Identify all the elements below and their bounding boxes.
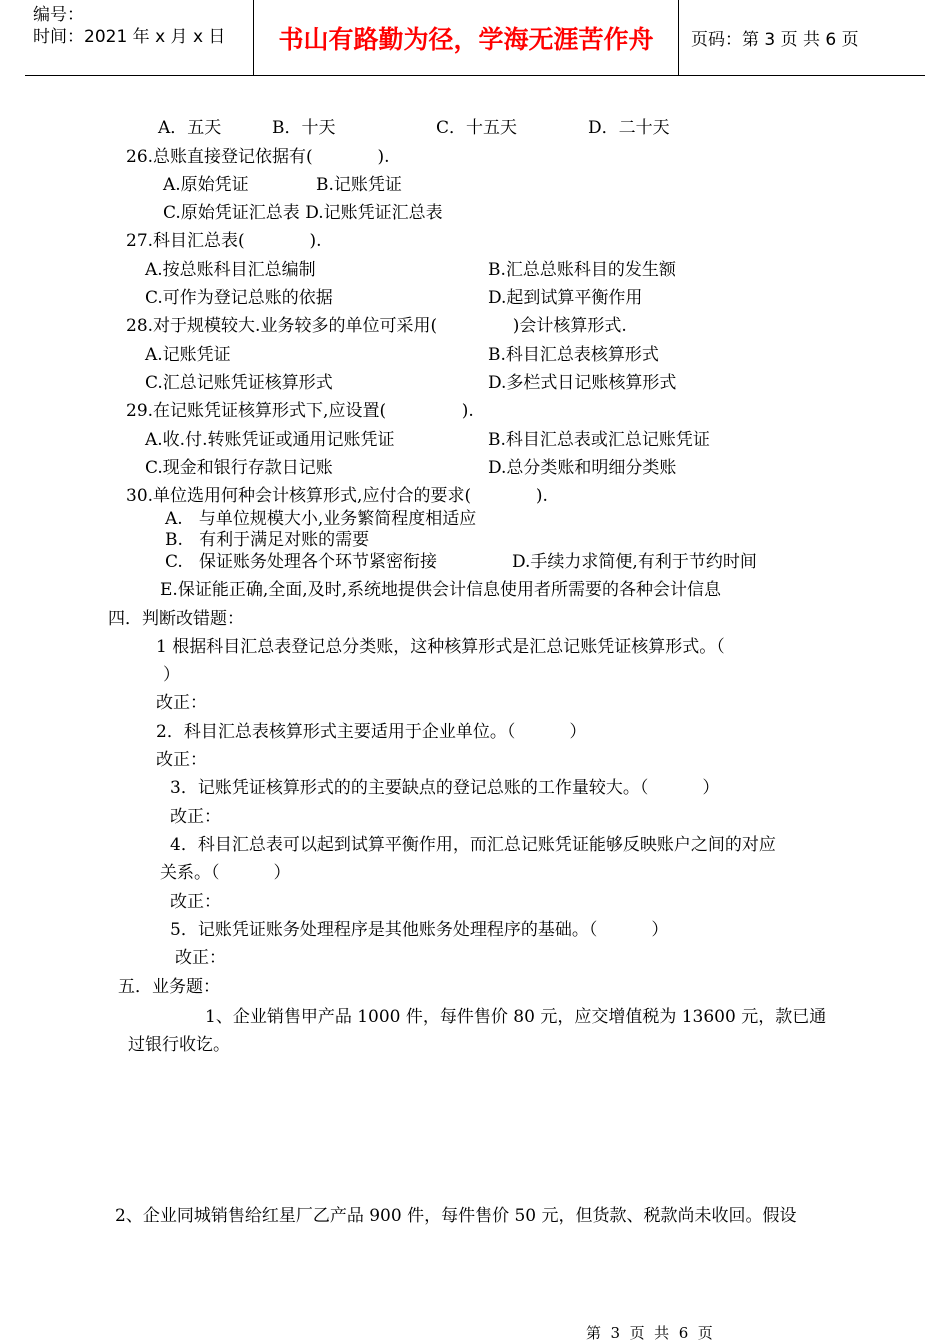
text-line: 26.总账直接登记依据有( ). — [126, 147, 390, 167]
text-line: C.汇总记账凭证核算形式 — [145, 373, 333, 393]
text-line: 关系。（ ） — [160, 863, 291, 883]
text-line: A. 与单位规模大小,业务繁简程度相适应 — [165, 509, 477, 529]
text-line: 27.科目汇总表( ). — [126, 231, 322, 251]
text-line: D.总分类账和明细分类账 — [488, 458, 677, 478]
text-line: D.多栏式日记账核算形式 — [488, 373, 677, 393]
motto: 书山有路勤为径，学海无涯苦作舟 — [278, 24, 654, 54]
text-line: 2、企业同城销售给红星厂乙产品 900 件，每件售价 50 元，但货款、税款尚未收回。假设 — [115, 1206, 797, 1226]
text-line: 3．记账凭证核算形式的的主要缺点的登记总账的工作量较大。（ ） — [170, 778, 720, 798]
text-line: 1 根据科目汇总表登记总分类账，这种核算形式是汇总记账凭证核算形式。（ — [156, 637, 725, 657]
text-line: C.原始凭证汇总表 D.记账凭证汇总表 — [163, 203, 443, 223]
text-line: D．二十天 — [588, 118, 670, 138]
text-line: B. 有利于满足对账的需要 — [165, 530, 370, 550]
number-label: 编号： — [33, 5, 84, 25]
text-line: C.可作为登记总账的依据 — [145, 288, 333, 308]
text-line: B.科目汇总表核算形式 — [488, 345, 659, 365]
text-line: ） — [163, 665, 180, 685]
text-line: 过银行收讫。 — [128, 1035, 230, 1055]
text-line: 改正： — [170, 807, 221, 827]
text-line: C．十五天 — [436, 118, 518, 138]
text-line: E.保证能正确,全面,及时,系统地提供会计信息使用者所需要的各种会计信息 — [160, 580, 722, 600]
page-header — [25, 0, 925, 76]
text-line: C. 保证账务处理各个环节紧密衔接 — [165, 552, 438, 572]
text-line: A.收.付.转账凭证或通用记账凭证 — [145, 430, 395, 450]
text-line: A.按总账科目汇总编制 — [145, 260, 316, 280]
header-meta-cell — [25, 0, 254, 76]
text-line: D.手续力求简便,有利于节约时间 — [512, 552, 757, 572]
page-footer: 第 3 页 共 6 页 — [586, 1324, 713, 1342]
text-line: B.科目汇总表或汇总记账凭证 — [488, 430, 710, 450]
text-line: 改正： — [156, 693, 207, 713]
text-line: 五．业务题： — [118, 977, 220, 997]
text-line: B．十天 — [272, 118, 336, 138]
text-line: 28.对于规模较大.业务较多的单位可采用( )会计核算形式. — [126, 316, 627, 336]
text-line: 2．科目汇总表核算形式主要适用于企业单位。（ ） — [156, 722, 587, 742]
text-line: 改正： — [170, 892, 221, 912]
page-info: 页码：第 3 页 共 6 页 — [691, 30, 859, 50]
text-line: 4．科目汇总表可以起到试算平衡作用，而汇总记账凭证能够反映账户之间的对应 — [170, 835, 776, 855]
text-line: 改正： — [156, 750, 207, 770]
date-label: 时间：2021 年 x 月 x 日 — [33, 27, 226, 47]
text-line: 30.单位选用何种会计核算形式,应付合的要求( ). — [126, 486, 548, 506]
text-line: 1、企业销售甲产品 1000 件，每件售价 80 元，应交增值税为 13600 元，款已通 — [205, 1007, 827, 1027]
text-line: A．五天 — [158, 118, 222, 138]
text-line: A.原始凭证 — [163, 175, 249, 195]
text-line: 改正： — [175, 948, 226, 968]
text-line: D.起到试算平衡作用 — [488, 288, 643, 308]
header-motto-cell — [254, 0, 679, 76]
text-line: 5．记账凭证账务处理程序是其他账务处理程序的基础。（ ） — [170, 920, 669, 940]
text-line: B.记账凭证 — [316, 175, 402, 195]
header-page-cell — [679, 0, 926, 76]
text-line: C.现金和银行存款日记账 — [145, 458, 333, 478]
text-line: 29.在记账凭证核算形式下,应设置( ). — [126, 401, 474, 421]
text-line: A.记账凭证 — [145, 345, 231, 365]
text-line: B.汇总总账科目的发生额 — [488, 260, 676, 280]
text-line: 四．判断改错题： — [108, 609, 244, 629]
